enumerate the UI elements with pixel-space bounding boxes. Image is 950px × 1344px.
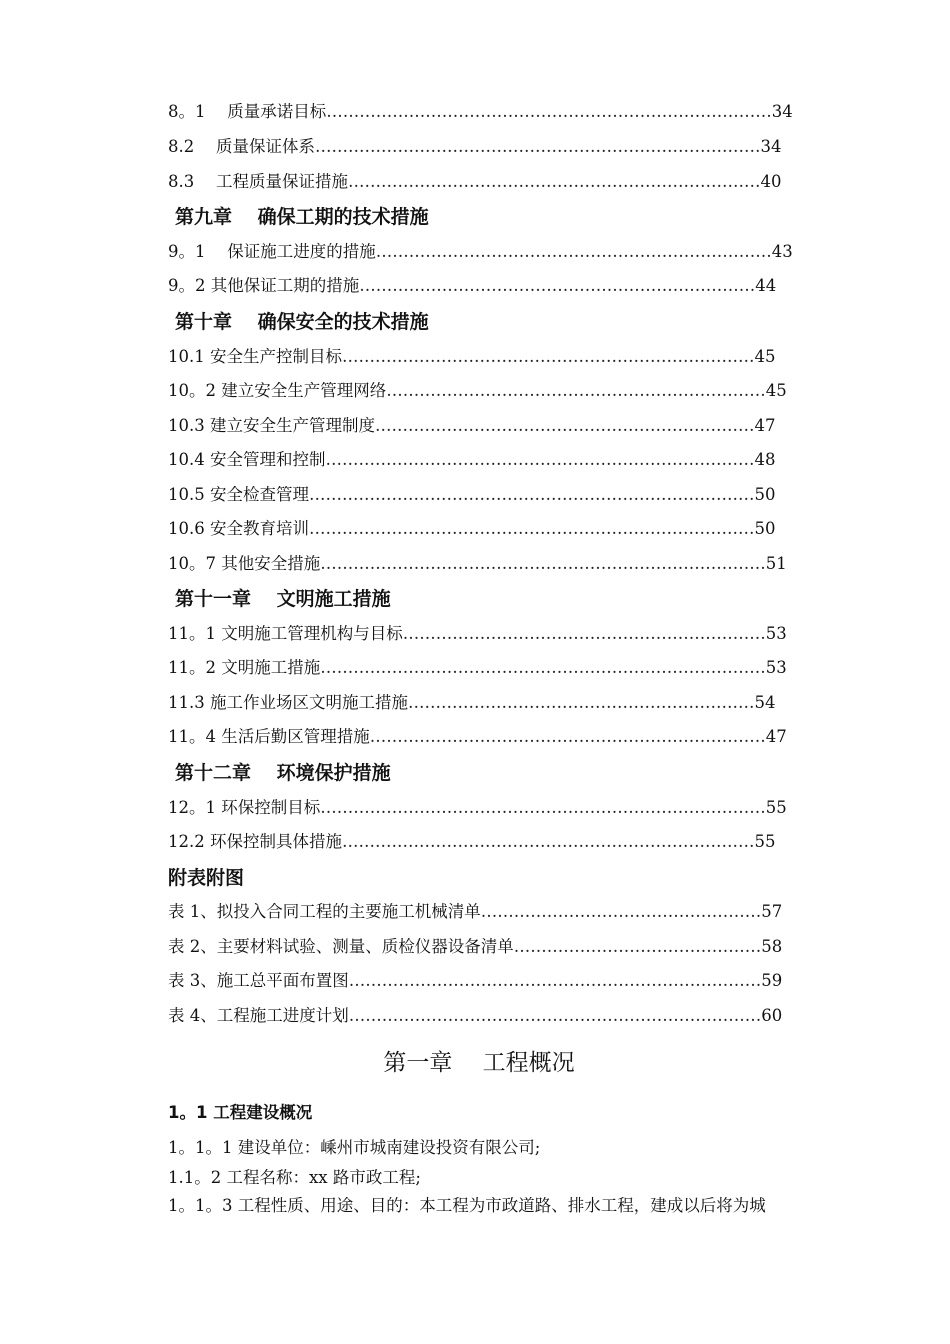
chapter-1-title: 第一章 工程概况 xyxy=(383,1050,575,1076)
toc-dot-leader: ………………………………………………………………… xyxy=(348,971,762,990)
toc-entry xyxy=(168,900,794,924)
toc-entry-page-number: 45 xyxy=(765,381,787,400)
toc-entry-page-number: 47 xyxy=(754,416,776,435)
body-line-2: 1.1。2 工程名称：xx 路市政工程; xyxy=(168,1168,421,1187)
toc-entry-page-number: 40 xyxy=(760,172,782,191)
toc-entry xyxy=(168,691,790,715)
body-line-1: 1。1。1 建设单位：嵊州市城南建设投资有限公司; xyxy=(168,1138,541,1157)
toc-entry-label: 9。2 其他保证工期的措施 xyxy=(168,276,360,295)
toc-dot-leader: ……………………………………………………………… xyxy=(359,276,756,295)
toc-entry-page-number: 45 xyxy=(754,347,776,366)
toc-entry-page-number: 53 xyxy=(765,658,787,677)
toc-entry xyxy=(168,935,794,959)
toc-entry-label: 12.2 环保控制具体措施 xyxy=(168,832,342,851)
toc-dot-leader: ……………………………………………………… xyxy=(407,693,755,712)
toc-entry xyxy=(168,135,790,159)
toc-entry-label: 11。1 文明施工管理机构与目标 xyxy=(168,624,403,643)
toc-entry xyxy=(168,448,790,472)
toc-entry-page-number: 48 xyxy=(754,450,776,469)
toc-appendix-heading: 附表附图 xyxy=(168,867,245,889)
toc-entry-label: 10.3 建立安全生产管理制度 xyxy=(168,416,375,435)
toc-entry-label: 9。1 保证施工进度的措施 xyxy=(168,242,376,261)
toc-entry-label: 12。1 环保控制目标 xyxy=(168,798,321,817)
toc-dot-leader: ……………………………………………………………… xyxy=(369,727,766,746)
toc-dot-leader: ……………………………………………………………………… xyxy=(315,137,761,156)
toc-entry-page-number: 50 xyxy=(754,519,776,538)
toc-dot-leader: ……………………………………………………………… xyxy=(375,242,772,261)
toc-dot-leader: ………………………………………………………………… xyxy=(341,832,755,851)
toc-entry xyxy=(168,170,790,194)
toc-entry-label: 11。4 生活后勤区管理措施 xyxy=(168,727,370,746)
toc-entry-page-number: 34 xyxy=(771,102,793,121)
toc-entry xyxy=(168,240,800,264)
toc-entry-label: 8.3 工程质量保证措施 xyxy=(168,172,348,191)
toc-entry xyxy=(168,379,800,403)
toc-entry-page-number: 55 xyxy=(754,832,776,851)
toc-entry-page-number: 44 xyxy=(755,276,777,295)
toc-entry xyxy=(168,1004,794,1028)
toc-dot-leader: ……………………………………………………………………… xyxy=(308,485,755,504)
toc-entry-page-number: 51 xyxy=(765,554,787,573)
toc-entry-page-number: 34 xyxy=(760,137,782,156)
toc-entry-label: 11.3 施工作业场区文明施工措施 xyxy=(168,693,408,712)
toc-entry-page-number: 50 xyxy=(754,485,776,504)
toc-dot-leader: ………………………………………………………………… xyxy=(348,1006,762,1025)
toc-entry-page-number: 60 xyxy=(761,1006,783,1025)
toc-entry-label: 10。2 建立安全生产管理网络 xyxy=(168,381,387,400)
toc-entry-page-number: 59 xyxy=(761,971,783,990)
toc-entry-label: 表 4、工程施工进度计划 xyxy=(168,1006,349,1025)
toc-entry-page-number: 57 xyxy=(761,902,783,921)
toc-dot-leader: …………………………………………… xyxy=(480,902,762,921)
toc-entry-page-number: 47 xyxy=(765,727,787,746)
toc-entry xyxy=(168,796,800,820)
toc-entry xyxy=(168,100,800,124)
toc-entry-label: 10.5 安全检查管理 xyxy=(168,485,309,504)
toc-entry-page-number: 53 xyxy=(765,624,787,643)
section-1-1-heading: 1。1 工程建设概况 xyxy=(168,1103,313,1122)
toc-entry xyxy=(168,969,794,993)
toc-dot-leader: ………………………………………………………… xyxy=(402,624,766,643)
toc-entry-label: 表 2、主要材料试验、测量、质检仪器设备清单 xyxy=(168,937,514,956)
toc-entry xyxy=(168,725,800,749)
toc-entry xyxy=(168,830,790,854)
toc-entry xyxy=(168,552,800,576)
toc-entry-label: 表 1、拟投入合同工程的主要施工机械清单 xyxy=(168,902,481,921)
toc-entry-label: 10.6 安全教育培训 xyxy=(168,519,309,538)
toc-entry xyxy=(168,656,800,680)
toc-entry-label: 10。7 其他安全措施 xyxy=(168,554,321,573)
toc-chapter-heading: 第九章 确保工期的技术措施 xyxy=(175,206,429,228)
toc-dot-leader: ……………………………………………………………………… xyxy=(326,102,772,121)
toc-entry xyxy=(168,414,790,438)
toc-entry xyxy=(168,622,800,646)
toc-entry-label: 11。2 文明施工措施 xyxy=(168,658,321,677)
toc-chapter-heading: 第十章 确保安全的技术措施 xyxy=(175,311,429,333)
body-line-3: 1。1。3 工程性质、用途、目的：本工程为市政道路、排水工程，建成以后将为城 xyxy=(168,1196,766,1215)
toc-entry xyxy=(168,483,790,507)
toc-entry-page-number: 58 xyxy=(761,937,783,956)
toc-dot-leader: ………………………………………………………………… xyxy=(341,347,755,366)
toc-dot-leader: ………………………………………………………………… xyxy=(348,172,761,191)
toc-dot-leader: ……………………………………………………………………… xyxy=(320,798,766,817)
toc-entry-label: 表 3、施工总平面布置图 xyxy=(168,971,349,990)
toc-dot-leader: ……………………………………………………………………… xyxy=(320,658,766,677)
toc-entry xyxy=(168,345,790,369)
toc-dot-leader: ……………………………………………………………………… xyxy=(308,519,755,538)
toc-dot-leader: …………………………………………………………… xyxy=(374,416,755,435)
toc-dot-leader: …………………………………………………………………… xyxy=(325,450,755,469)
toc-entry xyxy=(168,517,790,541)
toc-entry-page-number: 54 xyxy=(754,693,776,712)
toc-chapter-heading: 第十二章 环境保护措施 xyxy=(175,762,391,784)
toc-entry-page-number: 43 xyxy=(771,242,793,261)
toc-dot-leader: …………………………………………………………… xyxy=(386,381,766,400)
toc-entry-label: 10.4 安全管理和控制 xyxy=(168,450,326,469)
toc-entry-label: 8。1 质量承诺目标 xyxy=(168,102,327,121)
toc-dot-leader: ……………………………………………………………………… xyxy=(320,554,766,573)
toc-entry xyxy=(168,274,786,298)
toc-entry-label: 8.2 质量保证体系 xyxy=(168,137,315,156)
toc-entry-label: 10.1 安全生产控制目标 xyxy=(168,347,342,366)
toc-dot-leader: ……………………………………… xyxy=(513,937,762,956)
toc-chapter-heading: 第十一章 文明施工措施 xyxy=(175,588,391,610)
toc-entry-page-number: 55 xyxy=(765,798,787,817)
